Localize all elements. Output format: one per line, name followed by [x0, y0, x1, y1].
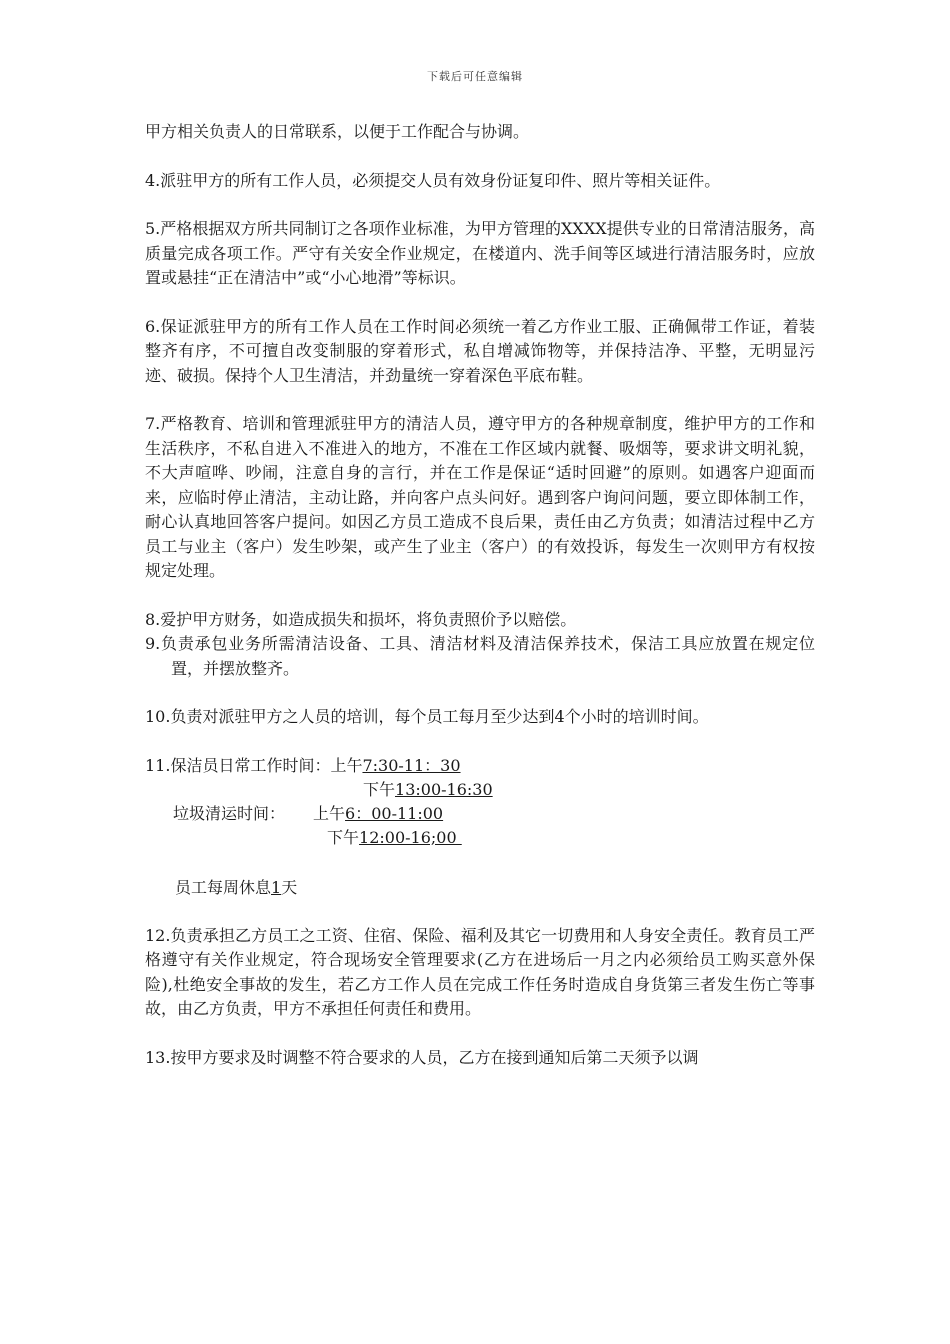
garbage-am-time: 6：00-11:00 [345, 803, 444, 823]
rest-days: 1 [271, 877, 282, 897]
page-header: 下载后可任意编辑 [427, 70, 523, 83]
paragraph-4: 4.派驻甲方的所有工作人员，必须提交人员有效身份证复印件、照片等相关证件。 [145, 170, 721, 190]
paragraph-9: 9.负责承包业务所需清洁设备、工具、清洁材料及清洁保养技术，保洁工具应放置在规定位置，并摆放整齐。 [145, 634, 815, 678]
garbage-pm-time: 12:00-16;00 [359, 827, 462, 847]
paragraph-13: 13.按甲方要求及时调整不符合要求的人员，乙方在接到通知后第二天须予以调 [145, 1047, 699, 1067]
schedule-pm-time: 13:00-16:30 [395, 779, 493, 799]
schedule-am-label: 上午 [330, 755, 363, 775]
paragraph-12: 12.负责承担乙方员工之工资、住宿、保险、福利及其它一切费用和人身安全责任。教育员工严格遵守有关作业规定，符合现场安全管理要求(乙方在进场后一月之内必须给员工购买意外保险),杜绝安全事故的发生，若乙方工作人员在完成工作任务时造成自身货第三者发生伤亡等事故，由乙方负责，甲方不承担任何责任和费用。 [145, 925, 815, 1018]
schedule-row-cleaner-am [145, 754, 461, 778]
schedule-row-garbage-am [173, 802, 443, 826]
garbage-am-label: 上午 [313, 803, 346, 823]
work-schedule [145, 754, 815, 854]
rest-suffix: 天 [281, 877, 298, 897]
garbage-pm-label: 下午 [327, 827, 360, 847]
document-body [145, 120, 815, 1094]
schedule-row-cleaner-pm [363, 778, 493, 802]
paragraph-7: 7.严格教育、培训和管理派驻甲方的清洁人员，遵守甲方的各种规章制度，维护甲方的工作和生活秩序，不私自进入不准进入的地方，不准在工作区域内就餐、吸烟等，要求讲文明礼貌，不大声喧哗、吵闹，注意自身的言行，并在工作是保证“适时回避”的原则。如遇客户迎面而来，应临时停止清洁，主动让路，并向客户点头问好。遇到客户询问问题，要立即体制工作，耐心认真地回答客户提问。如因乙方员工造成不良后果，责任由乙方负责；如清洁过程中乙方员工与业主（客户）发生吵架，或产生了业主（客户）的有效投诉，每发生一次则甲方有权按规定处理。 [145, 414, 815, 580]
schedule-label: 11.保洁员日常工作时间： [145, 755, 331, 775]
weekly-rest [145, 876, 815, 900]
schedule-pm-label: 下午 [363, 779, 396, 799]
paragraph-8: 8.爱护甲方财务，如造成损失和损坏，将负责照价予以赔偿。 [145, 609, 577, 629]
paragraph-5: 5.严格根据双方所共同制订之各项作业标准，为甲方管理的XXXX提供专业的日常清洁服务，高质量完成各项工作。严守有关安全作业规定，在楼道内、洗手间等区域进行清洁服务时，应放置或悬挂“正在清洁中”或“小心地滑”等标识。 [145, 219, 815, 287]
paragraph-10: 10.负责对派驻甲方之人员的培训，每个员工每月至少达到4个小时的培训时间。 [145, 707, 709, 726]
schedule-am-time: 7:30-11：30 [362, 755, 461, 775]
garbage-label: 垃圾清运时间： [173, 803, 286, 823]
rest-prefix: 员工每周休息 [175, 877, 272, 897]
paragraph-3-tail: 甲方相关负责人的日常联系，以便于工作配合与协调。 [145, 122, 530, 141]
paragraph-6: 6.保证派驻甲方的所有工作人员在工作时间必须统一着乙方作业工服、正确佩带工作证，着装整齐有序，不可擅自改变制服的穿着形式，私自增减饰物等，并保持洁净、平整，无明显污迹、破损。保持个人卫生清洁，并劲量统一穿着深色平底布鞋。 [145, 316, 815, 385]
schedule-row-garbage-pm [327, 826, 462, 850]
